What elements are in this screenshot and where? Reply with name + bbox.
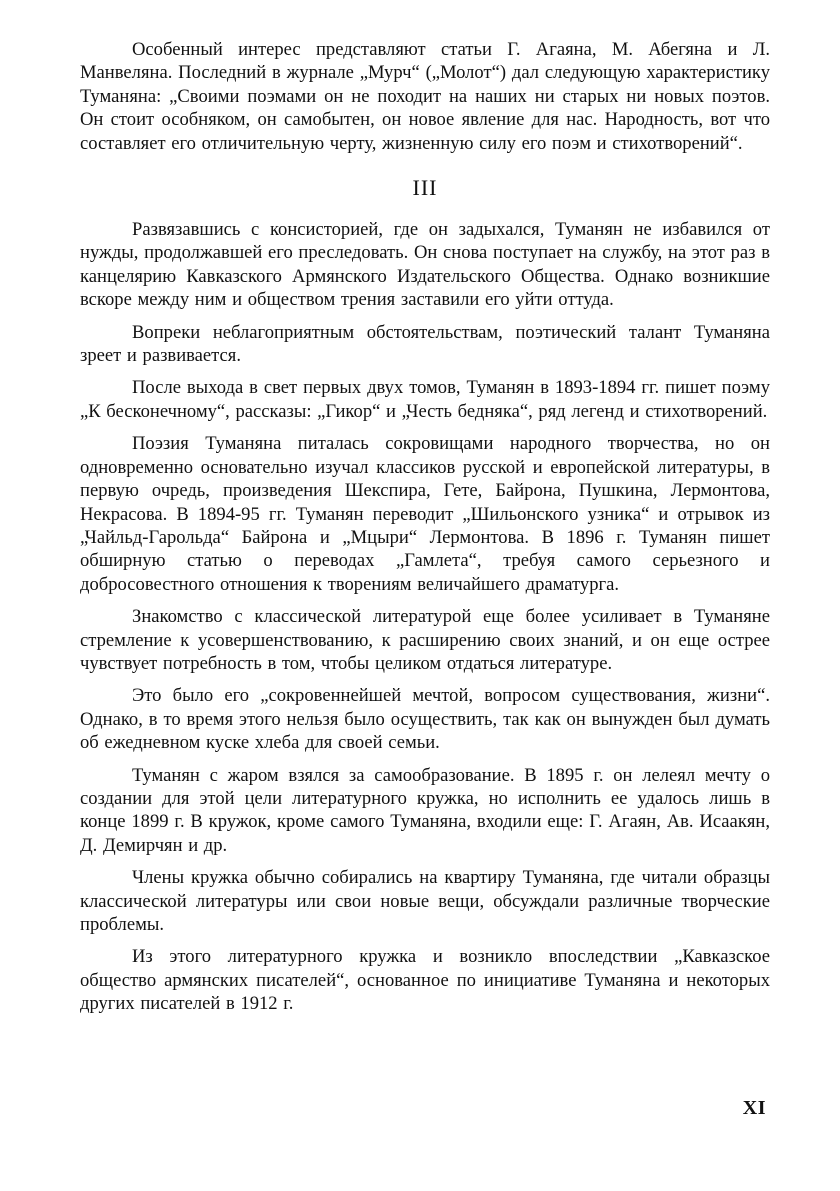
page-number: XI <box>742 1097 766 1119</box>
paragraph-6: Это было его „сокровеннейшей мечтой, вопросом существования, жизни“. Однако, в то время этого нельзя было осуществить, так как он вынужден был думать об ежедневном куске хлеба для своей семьи. <box>80 685 770 754</box>
paragraph-2: Вопреки неблагоприятным обстоятельствам, поэтический талант Туманяна зреет и развивается. <box>80 321 770 367</box>
paragraph-7: Туманян с жаром взялся за самообразование. В 1895 г. он лелеял мечту о создании для этой цели литературного кружка, но исполнить ее удалось лишь в конце 1899 г. В кружок, кроме самого Туманяна, входили еще: Г. Агаян, Ав. Исаакян, Д. Демирчян и др. <box>80 764 770 856</box>
section-heading: III <box>412 175 438 201</box>
paragraph-8: Члены кружка обычно собирались на квартиру Туманяна, где читали образцы классической литературы или свои новые вещи, обсуждали различные творческие проблемы. <box>80 867 770 935</box>
paragraph-9: Из этого литературного кружка и возникло впоследствии „Кавказское общество армянских писателей“, основанное по инициативе Туманяна и некоторых других писателей в 1912 г. <box>80 946 770 1015</box>
page-body <box>80 38 770 1016</box>
paragraph-1: Развязавшись с консисторией, где он задыхался, Туманян не избавился от нужды, продолжавшей его преследовать. Он снова поступает на службу, на этот раз в канцелярию Кавказского Армянского Издательского Общества. Однако возникшие вскоре между ним и обществом трения заставили его уйти оттуда. <box>80 219 770 311</box>
intro-paragraph: Особенный интерес представляют статьи Г. Агаяна, М. Абегяна и Л. Манвеляна. Последний в журнале „Мурч“ („Молот“) дал следующую характеристику Туманяна: „Своими поэмами он не походит на наших ни старых ни новых поэтов. Он стоит особняком, он самобытен, он новое явление для нас. Народность, вот что составляет его отличительную черту, жизненную силу его поэм и стихотворений“. <box>80 39 770 154</box>
paragraph-5: Знакомство с классической литературой еще более усиливает в Туманяне стремление к усовершенствованию, к расширению своих знаний, и он еще острее чувствует потребность в том, чтобы целиком отдаться литературе. <box>80 606 770 674</box>
paragraph-3: После выхода в свет первых двух томов, Туманян в 1893-1894 гг. пишет поэму „К бесконечному“, рассказы: „Гикор“ и „Честь бедняка“, ряд легенд и стихотворений. <box>80 377 770 422</box>
paragraph-4: Поэзия Туманяна питалась сокровищами народного творчества, но он одновременно основательно изучал классиков русской и европейской литературы, в первую очредь, произведения Шекспира, Гете, Байрона, Пушкина, Лермонтова, Некрасова. В 1894-95 гг. Туманян переводит „Шильонского узника“ и отрывок из „Чайльд-Гарольда“ Байрона и „Мцыри“ Лермонтова. В 1896 г. Туманян пишет обширную статью о переводах „Гамлета“, требуя самого серьезного и добросовестного отношения к творениям величайшего драматурга. <box>80 433 770 595</box>
